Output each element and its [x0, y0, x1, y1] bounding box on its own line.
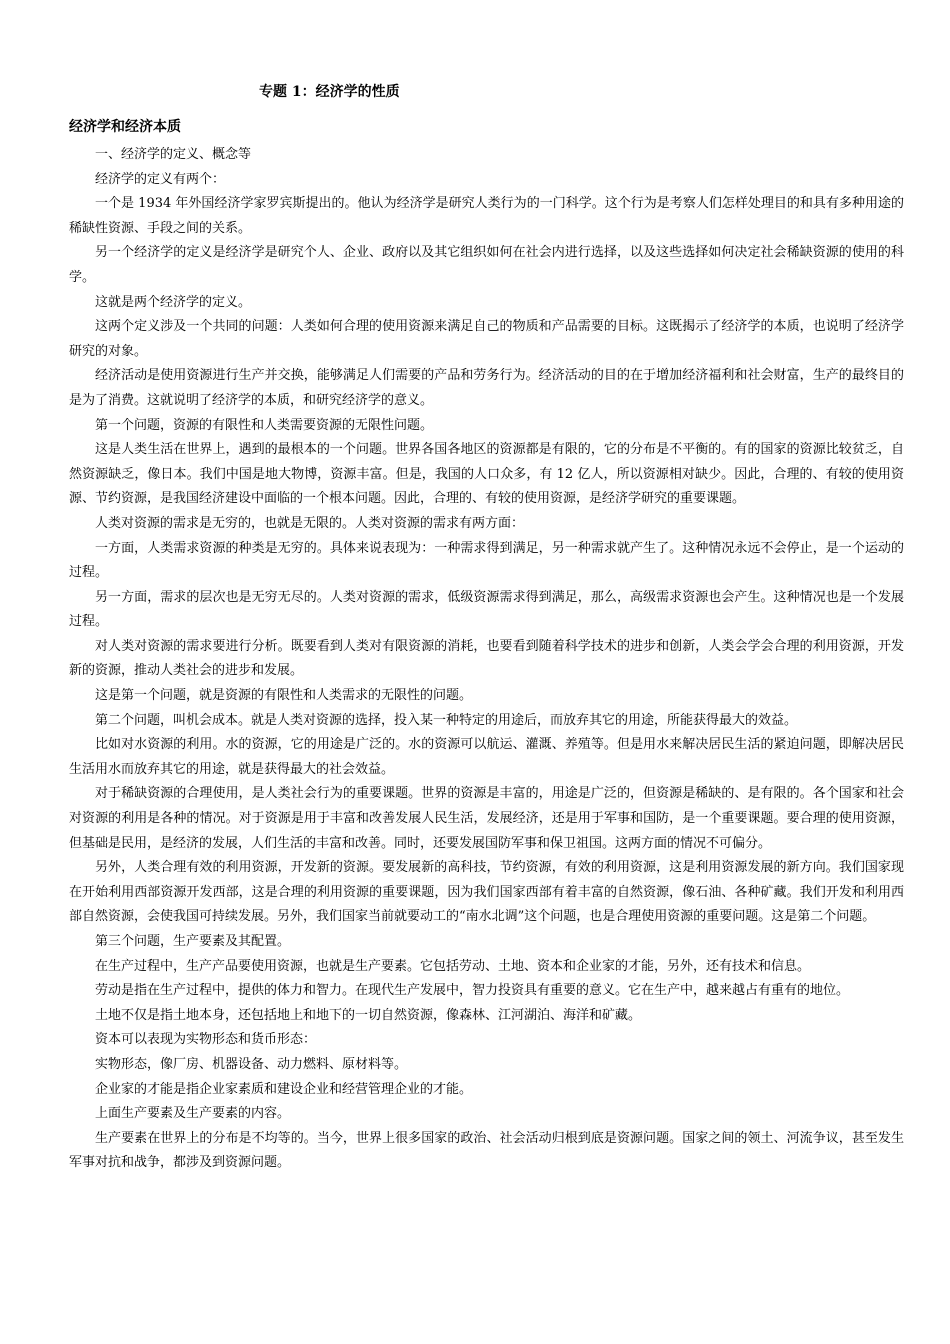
paragraph: 对于稀缺资源的合理使用，是人类社会行为的重要课题。世界的资源是丰富的，用途是广泛的，但资源是稀缺的、是有限的。各个国家和社会对资源的利用是各种的情况。对于资源是用于丰富和改善发展人民生活，发展经济，还是用于军事和国防，是一个重要课题。要合理的使用资源，但基础是民用，是经济的发展，人们生活的丰富和改善。同时，还要发展国防军事和保卫祖国。这两方面的情况不可偏分。	[69, 786, 904, 851]
paragraph: 另一方面，需求的层次也是无穷无尽的。人类对资源的需求，低级资源需求得到满足，那么，高级需求资源也会产生。这种情况也是一个发展过程。	[69, 589, 904, 630]
paragraph: 上面生产要素及生产要素的内容。	[95, 1106, 291, 1122]
paragraph: 资本可以表现为实物形态和货币形态：	[95, 1032, 317, 1048]
section-heading: 经济学和经济本质	[69, 119, 181, 135]
paragraph: 这两个定义涉及一个共同的问题：人类如何合理的使用资源来满足自己的物质和产品需要的目标。这既揭示了经济学的本质，也说明了经济学研究的对象。	[69, 319, 904, 359]
paragraph: 经济学的定义有两个：	[95, 171, 226, 187]
paragraph: 第三个问题，生产要素及其配置。	[95, 934, 291, 949]
paragraph: 企业家的才能是指企业家素质和建设企业和经营管理企业的才能。	[95, 1081, 473, 1097]
paragraph: 这是第一个问题，就是资源的有限性和人类需求的无限性的问题。	[95, 688, 473, 704]
paragraph: 劳动是指在生产过程中，提供的体力和智力。在现代生产发展中，智力投资具有重要的意义。它在生产中，越来越占有重有的地位。	[95, 983, 850, 999]
paragraph: 第一个问题，资源的有限性和人类需要资源的无限性问题。	[95, 417, 434, 433]
paragraph: 另外，人类合理有效的利用资源，开发新的资源。要发展新的高科技，节约资源，有效的利用资源，这是利用资源发展的新方向。我们国家现在开始利用西部资源开发西部，这是合理的利用资源的重要课题，因为我们国家西部有着丰富的自然资源，像石油、各种矿藏。我们开发和利用西部自然资源，会使我国可持续发展。另外，我们国家当前就要动工的“南水北调”这个问题，也是合理使用资源的重要问题。这是第二个问题。	[69, 860, 904, 925]
paragraph: 实物形态，像厂房、机器设备、动力燃料、原材料等。	[95, 1056, 408, 1072]
paragraph: 人类对资源的需求是无穷的，也就是无限的。人类对资源的需求有两方面：	[95, 515, 525, 531]
paragraph: 在生产过程中，生产产品要使用资源，也就是生产要素。它包括劳动、土地、资本和企业家的才能，另外，还有技术和信息。	[95, 958, 811, 974]
paragraph: 经济活动是使用资源进行生产并交换，能够满足人们需要的产品和劳务行为。经济活动的目的在于增加经济福利和社会财富，生产的最终目的是为了消费。这就说明了经济学的本质，和研究经济学的意义。	[69, 368, 904, 408]
paragraph: 比如对水资源的利用。水的资源，它的用途是广泛的。水的资源可以航运、灌溉、养殖等。但是用水来解决居民生活的紧迫问题，即解决居民生活用水而放弃其它的用途，就是获得最大的社会效益。	[69, 737, 904, 777]
paragraph: 对人类对资源的需求要进行分析。既要看到人类对有限资源的消耗，也要看到随着科学技术的进步和创新，人类会学会合理的利用资源，开发新的资源，推动人类社会的进步和发展。	[69, 638, 904, 679]
paragraph: 土地不仅是指土地本身，还包括地上和地下的一切自然资源，像森林、江河湖泊、海洋和矿藏。	[95, 1007, 642, 1023]
paragraph: 这就是两个经济学的定义。	[95, 294, 252, 310]
paragraph: 一、经济学的定义、概念等	[95, 147, 252, 162]
paragraph: 一方面，人类需求资源的种类是无穷的。具体来说表现为：一种需求得到满足，另一种需求就产生了。这种情况永远不会停止，是一个运动的过程。	[69, 540, 904, 581]
document-title: 专题 1：经济学的性质	[259, 84, 400, 100]
paragraph: 另一个经济学的定义是经济学是研究个人、企业、政府以及其它组织如何在社会内进行选择，以及这些选择如何决定社会稀缺资源的使用的科学。	[69, 245, 904, 285]
paragraph: 第二个问题，叫机会成本。就是人类对资源的选择，投入某一种特定的用途后，而放弃其它的用途，所能获得最大的效益。	[95, 712, 798, 728]
body-text	[69, 143, 904, 1176]
paragraph: 这是人类生活在世界上，遇到的最根本的一个问题。世界各国各地区的资源都是有限的，它的分布是不平衡的。有的国家的资源比较贫乏，自然资源缺乏，像日本。我们中国是地大物博，资源丰富。但是，我国的人口众多，有 12 亿人，所以资源相对缺少。因此，合理的、有较的使用资源、节约资源，是我国经济建设中面临的一个根本问题。因此，合理的、有较的使用资源，是经济学研究的重要课题。	[69, 442, 904, 507]
paragraph: 生产要素在世界上的分布是不均等的。当今，世界上很多国家的政治、社会活动归根到底是资源问题。国家之间的领土、河流争议，甚至发生军事对抗和战争，都涉及到资源问题。	[69, 1130, 904, 1171]
paragraph: 一个是 1934 年外国经济学家罗宾斯提出的。他认为经济学是研究人类行为的一门科学。这个行为是考察人们怎样处理目的和具有多种用途的稀缺性资源、手段之间的关系。	[69, 196, 904, 236]
